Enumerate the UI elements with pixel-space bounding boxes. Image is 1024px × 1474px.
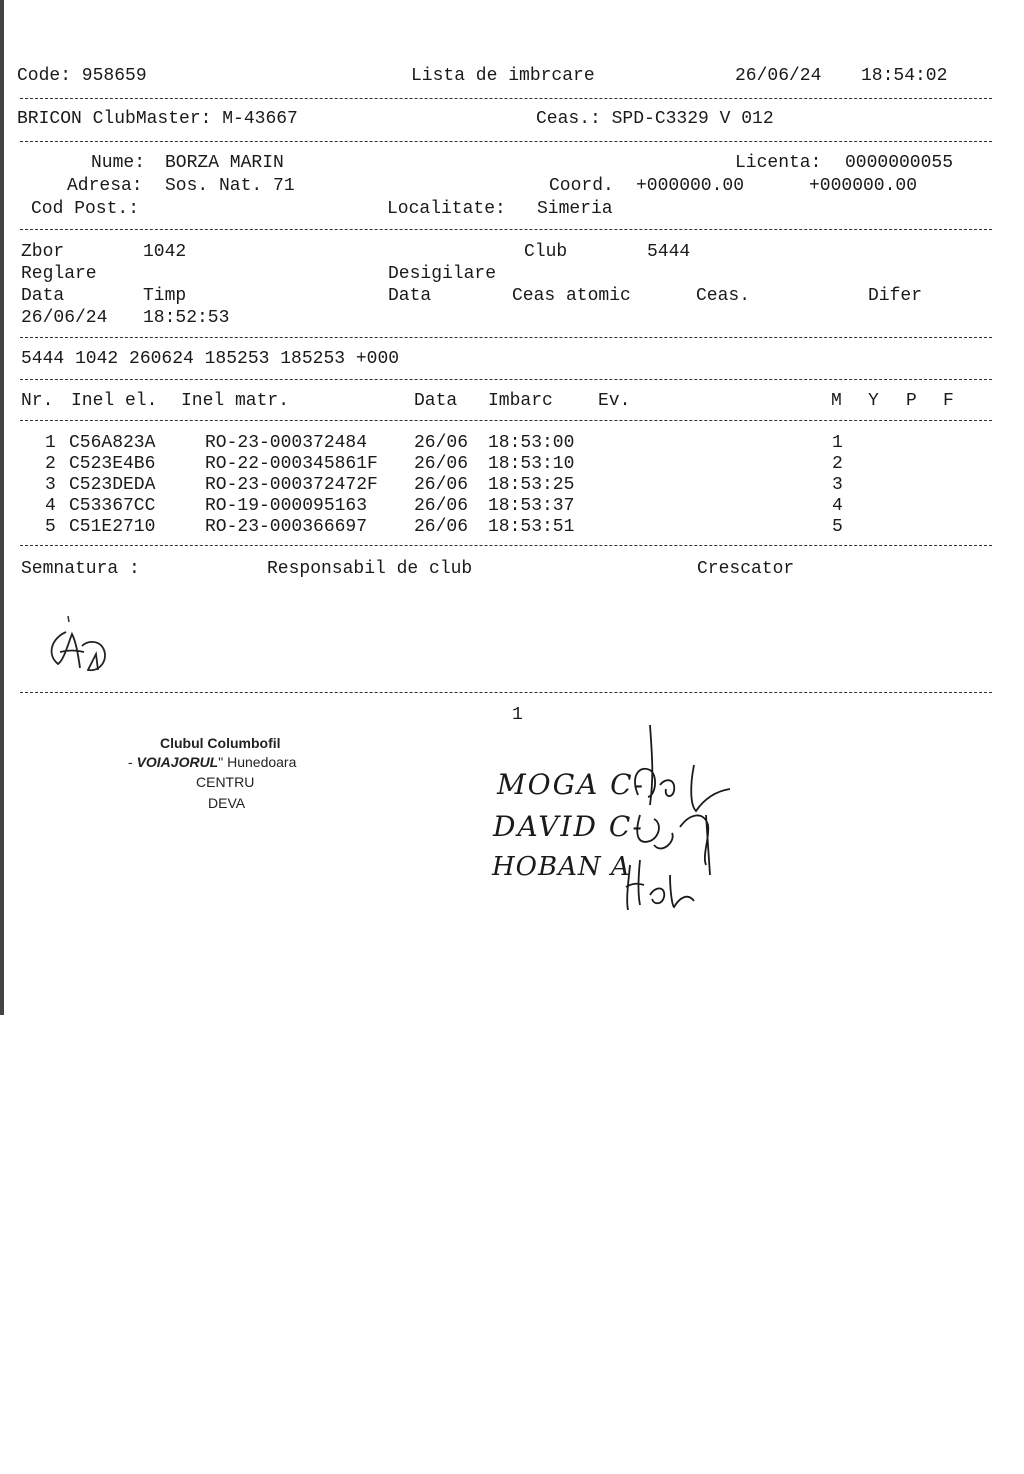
row-time: 18:53:51 (488, 517, 575, 537)
row-nr: 3 (45, 475, 56, 495)
row-nr: 1 (45, 433, 56, 453)
clock-id: Ceas.: SPD-C3329 V 012 (536, 109, 774, 129)
coord-x: +000000.00 (636, 176, 745, 196)
club-number: 5444 (647, 242, 691, 262)
row-date: 26/06 (414, 433, 469, 453)
reglare-time: 18:52:53 (143, 308, 230, 328)
system-id: BRICON ClubMaster: M-43667 (17, 109, 298, 129)
flight-label: Zbor (21, 242, 65, 262)
locality: Simeria (537, 199, 613, 219)
reglare-date-label: Data (21, 286, 65, 306)
witness-3: HOBAN A (492, 852, 631, 882)
col-data: Data (414, 391, 458, 411)
licence-label: Licenta: (735, 153, 822, 173)
club-responsible-label: Responsabil de club (267, 559, 473, 579)
document-time: 18:54:02 (861, 66, 948, 86)
col-inel-matr: Inel matr. (181, 391, 290, 411)
address-label: Adresa: (67, 176, 143, 196)
row-inel-el: C56A823A (69, 433, 156, 453)
atomic-clock-label: Ceas atomic (512, 286, 631, 306)
col-y: Y (868, 391, 879, 411)
row-inel-el: C523DEDA (69, 475, 156, 495)
divider (20, 229, 992, 230)
col-m: M (831, 391, 842, 411)
reglare-time-label: Timp (143, 286, 187, 306)
owner-name: BORZA MARIN (165, 153, 284, 173)
col-nr: Nr. (21, 391, 54, 411)
row-time: 18:53:00 (488, 433, 575, 453)
locality-label: Localitate: (387, 199, 506, 219)
stamp-line-4: DEVA (208, 795, 246, 811)
witness-1: MOGA C- (497, 768, 645, 801)
row-time: 18:53:37 (488, 496, 575, 516)
witness-2: DAVID C- (493, 810, 644, 843)
divider (20, 98, 992, 99)
reglare-label: Reglare (21, 264, 97, 284)
divider (20, 337, 992, 338)
row-m: 2 (832, 454, 843, 474)
row-inel-matr: RO-22-000345861F (205, 454, 378, 474)
coord-y: +000000.00 (809, 176, 918, 196)
row-nr: 2 (45, 454, 56, 474)
row-inel-matr: RO-23-000372472F (205, 475, 378, 495)
reglare-date: 26/06/24 (21, 308, 108, 328)
owner-address: Sos. Nat. 71 (165, 176, 295, 196)
row-inel-el: C53367CC (69, 496, 156, 516)
col-inel-el: Inel el. (71, 391, 158, 411)
row-date: 26/06 (414, 454, 469, 474)
signature-label: Semnatura : (21, 559, 140, 579)
divider (20, 420, 992, 421)
row-inel-matr: RO-19-000095163 (205, 496, 368, 516)
col-ev: Ev. (598, 391, 631, 411)
page-number: 1 (512, 705, 523, 725)
row-inel-matr: RO-23-000372484 (205, 433, 368, 453)
licence-number: 0000000055 (845, 153, 954, 173)
postcode-label: Cod Post.: (31, 199, 140, 219)
summary-line: 5444 1042 260624 185253 185253 +000 (21, 349, 400, 369)
stamp-club-name: VOIAJORUL (136, 754, 219, 770)
col-imbarc: Imbarc (488, 391, 553, 411)
row-m: 1 (832, 433, 843, 453)
name-label: Nume: (91, 153, 146, 173)
difference-label: Difer (868, 286, 923, 306)
stamp-line-1: Clubul Columbofil (160, 735, 281, 751)
clock-label: Ceas. (696, 286, 751, 306)
stamp-line-3: CENTRU (196, 774, 255, 790)
divider (20, 379, 992, 380)
row-inel-matr: RO-23-000366697 (205, 517, 368, 537)
stamp-city: Hunedoara (227, 754, 297, 770)
breeder-label: Crescator (697, 559, 795, 579)
row-nr: 5 (45, 517, 56, 537)
coord-label: Coord. (549, 176, 614, 196)
row-inel-el: C51E2710 (69, 517, 156, 537)
desigilare-label: Desigilare (388, 264, 497, 284)
witness-signatures (610, 715, 745, 915)
row-m: 4 (832, 496, 843, 516)
row-nr: 4 (45, 496, 56, 516)
document-date: 26/06/24 (735, 66, 822, 86)
club-label: Club (524, 242, 568, 262)
divider (20, 141, 992, 142)
document-code: Code: 958659 (17, 66, 147, 86)
divider (20, 545, 992, 546)
row-m: 5 (832, 517, 843, 537)
row-date: 26/06 (414, 475, 469, 495)
row-date: 26/06 (414, 496, 469, 516)
row-m: 3 (832, 475, 843, 495)
row-date: 26/06 (414, 517, 469, 537)
desigilare-date-label: Data (388, 286, 432, 306)
scan-edge (0, 0, 4, 1015)
row-time: 18:53:10 (488, 454, 575, 474)
stamp-line-2: - VOIAJORUL" Hunedoara (128, 754, 297, 770)
breeder-signature (38, 610, 118, 680)
row-inel-el: C523E4B6 (69, 454, 156, 474)
col-p: P (906, 391, 917, 411)
flight-number: 1042 (143, 242, 187, 262)
row-time: 18:53:25 (488, 475, 575, 495)
document-title: Lista de imbrcare (411, 66, 595, 86)
col-f: F (943, 391, 954, 411)
divider (20, 692, 992, 693)
